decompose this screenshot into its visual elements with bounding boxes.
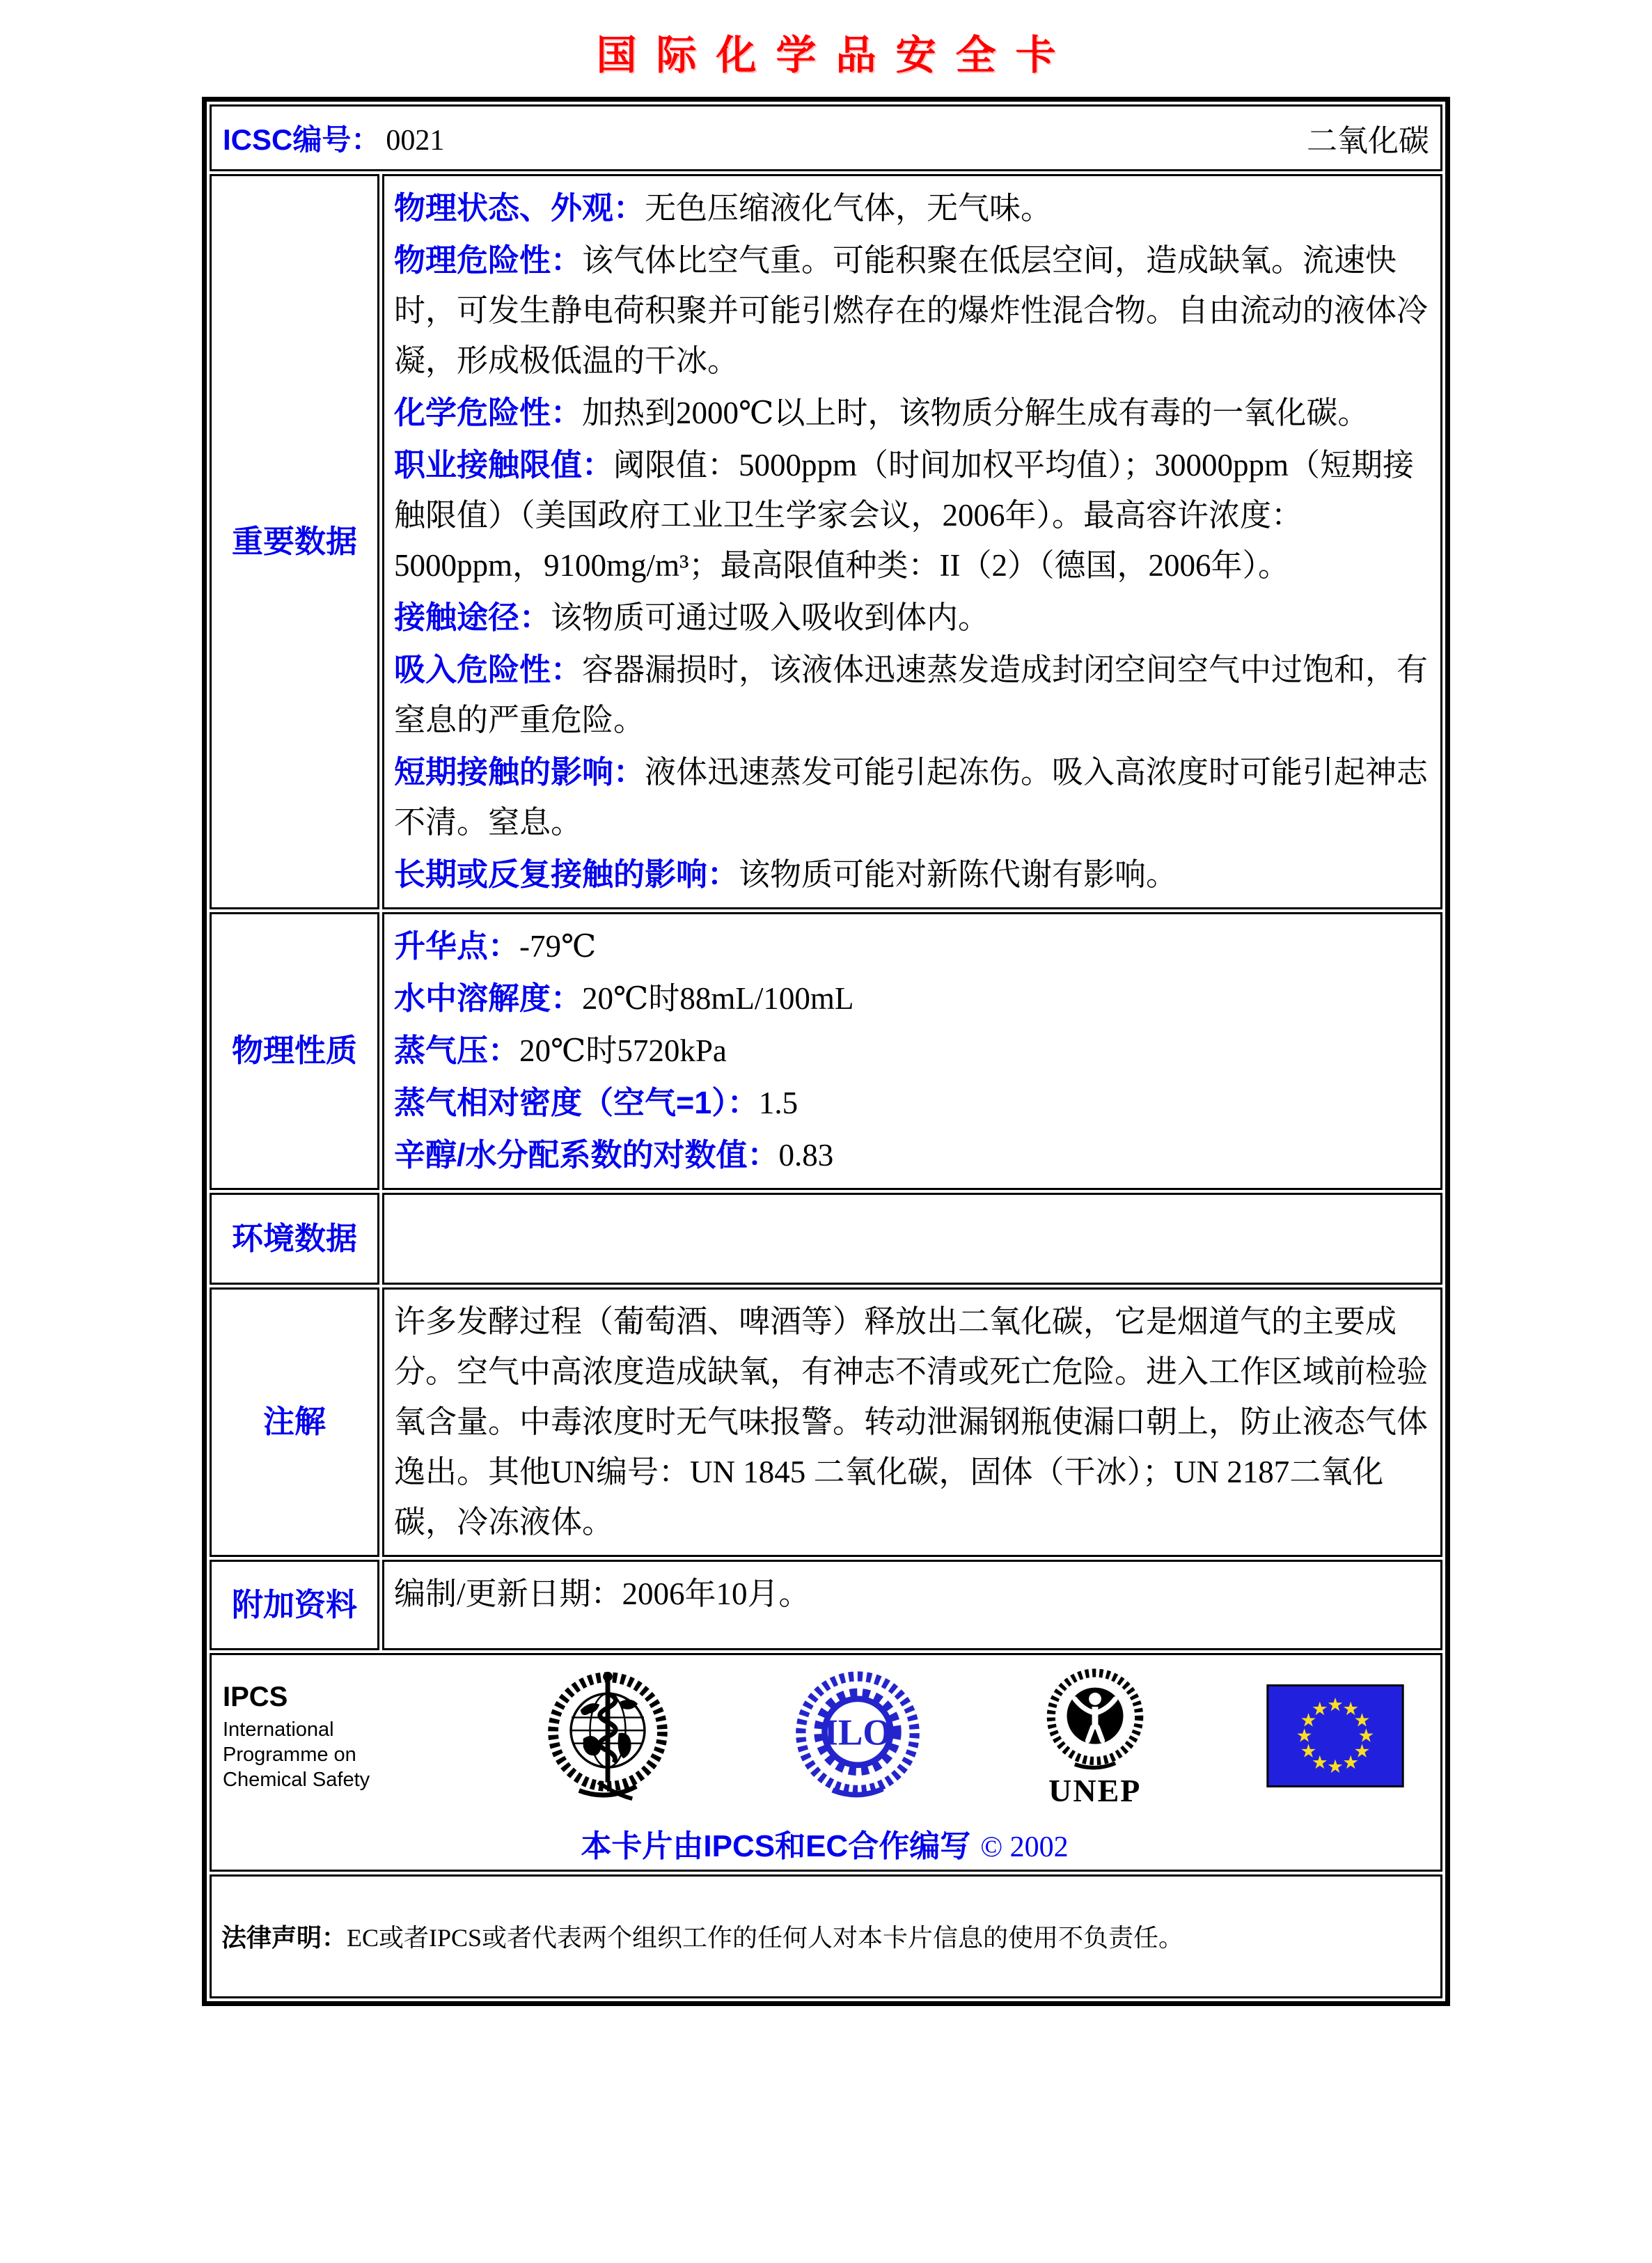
chemical-name: 二氧化碳 bbox=[1307, 123, 1429, 158]
entry-text: 容器漏损时，该液体迅速蒸发造成封闭空间空气中过饱和，有窒息的严重危险。 bbox=[394, 652, 1429, 737]
entry-text: 0.83 bbox=[778, 1137, 834, 1173]
entry-text: 20℃时5720kPa bbox=[519, 1033, 727, 1068]
entry-text: 加热到2000℃以上时，该物质分解生成有毒的一氧化碳。 bbox=[582, 395, 1369, 430]
entry-label: 物理危险性： bbox=[394, 242, 583, 278]
physical-properties-row bbox=[210, 912, 1442, 1190]
entry-label: 辛醇/水分配系数的对数值： bbox=[394, 1136, 779, 1173]
entry-label: 水中溶解度： bbox=[394, 980, 583, 1016]
additional-info-text: 编制/更新日期：2006年10月。 bbox=[394, 1576, 810, 1611]
notes-text: 许多发酵过程（葡萄酒、啤酒等）释放出二氧化碳，它是烟道气的主要成分。空气中高浓度造成缺氧，有神志不清或死亡危险。进入工作区域前检验氧含量。中毒浓度时无气味报警。转动泄漏钢瓶使漏口朝上，防止液态气体逸出。其他UN编号：UN 1845 二氧化碳，固体（干冰）；UN 2187二氧化碳，冷冻液体。 bbox=[394, 1303, 1429, 1540]
header-content bbox=[223, 116, 1429, 160]
entry-text: 20℃时88mL/100mL bbox=[582, 980, 854, 1016]
additional-info-row bbox=[210, 1560, 1442, 1650]
logos-row bbox=[210, 1653, 1442, 1872]
ipcs-title: IPCS bbox=[223, 1681, 288, 1712]
entry-label: 职业接触限值： bbox=[394, 446, 614, 483]
eu-flag-icon bbox=[1266, 1684, 1404, 1787]
entry-label: 蒸气压： bbox=[394, 1032, 520, 1068]
entry-label: 长期或反复接触的影响： bbox=[394, 856, 739, 892]
section-label-important-data: 重要数据 bbox=[210, 174, 379, 909]
data-entry bbox=[394, 1026, 1431, 1076]
icsc-card-table bbox=[202, 97, 1450, 2006]
logos-band bbox=[221, 1662, 1428, 1810]
entry-label: 短期接触的影响： bbox=[394, 753, 645, 790]
data-entry bbox=[394, 440, 1431, 590]
data-entry bbox=[394, 1130, 1431, 1180]
section-label-notes: 注解 bbox=[210, 1287, 379, 1557]
unep-logo bbox=[1039, 1662, 1151, 1809]
entry-label: 接触途径： bbox=[394, 599, 551, 635]
data-entry bbox=[394, 921, 1431, 971]
legal-row bbox=[210, 1874, 1442, 1998]
notes-content bbox=[382, 1287, 1442, 1557]
additional-info-content bbox=[382, 1560, 1442, 1650]
entry-label: 化学危险性： bbox=[394, 394, 583, 430]
entry-text: 该物质可通过吸入吸收到体内。 bbox=[551, 600, 990, 635]
section-label-physical-properties: 物理性质 bbox=[210, 912, 379, 1190]
data-entry bbox=[394, 388, 1431, 438]
notes-paragraph bbox=[394, 1297, 1431, 1547]
additional-info-paragraph bbox=[394, 1569, 1431, 1619]
ipcs-subtitle-line: International bbox=[223, 1718, 334, 1741]
entry-label: 吸入危险性： bbox=[394, 651, 583, 687]
data-entry bbox=[394, 183, 1431, 233]
header-row bbox=[210, 104, 1442, 171]
legal-text: EC或者IPCS或者代表两个组织工作的任何人对本卡片信息的使用不负责任。 bbox=[347, 1924, 1184, 1952]
entry-text: 液体迅速蒸发可能引起冻伤。吸入高浓度时可能引起神志不清。窒息。 bbox=[394, 754, 1429, 840]
important-data-row bbox=[210, 174, 1442, 909]
section-label-additional-info: 附加资料 bbox=[210, 1560, 379, 1650]
ipcs-subtitle-line: Chemical Safety bbox=[223, 1769, 370, 1792]
data-entry bbox=[394, 973, 1431, 1024]
page-title: 国际化学品安全卡 bbox=[596, 33, 1076, 78]
cooperation-caption bbox=[221, 1821, 1428, 1865]
logos-cell bbox=[210, 1653, 1442, 1872]
section-label-environmental-data: 环境数据 bbox=[210, 1193, 379, 1285]
icsc-number-label: ICSC编号： bbox=[223, 123, 381, 156]
data-entry bbox=[394, 645, 1431, 745]
ilo-letters: ILO bbox=[823, 1712, 892, 1753]
ipcs-subtitle-line: Programme on bbox=[223, 1743, 356, 1766]
unep-emblem-icon bbox=[1039, 1662, 1151, 1776]
notes-row bbox=[210, 1287, 1442, 1557]
icsc-number-value: 0021 bbox=[386, 124, 445, 157]
legal-label: 法律声明： bbox=[221, 1923, 347, 1952]
icsc-card-page bbox=[0, 35, 1652, 2006]
data-entry bbox=[394, 849, 1431, 900]
entry-text: -79℃ bbox=[519, 928, 597, 964]
entry-text: 该物质可能对新陈代谢有影响。 bbox=[739, 856, 1178, 892]
important-data-content bbox=[382, 174, 1442, 909]
entry-text: 阈限值：5000ppm（时间加权平均值）；30000ppm（短期接触限值）（美国政府工业卫生学家会议，2006年）。最高容许浓度：5000ppm，9100mg/m³；最高限值种类：II（2）（德国，2006年）。 bbox=[394, 447, 1415, 583]
entry-label: 物理状态、外观： bbox=[394, 189, 645, 226]
entry-text: 1.5 bbox=[758, 1085, 799, 1120]
data-entry bbox=[394, 235, 1431, 386]
who-logo-icon bbox=[540, 1666, 676, 1806]
entry-text: 该气体比空气重。可能积聚在低层空间，造成缺氧。流速快时，可发生静电荷积聚并可能引燃存在的爆炸性混合物。自由流动的液体冷凝，形成极低温的干冰。 bbox=[394, 242, 1429, 378]
unep-wordmark: UNEP bbox=[1048, 1773, 1142, 1809]
entry-text: 无色压缩液化气体，无气味。 bbox=[645, 190, 1053, 226]
entry-label: 升华点： bbox=[394, 927, 520, 964]
ilo-logo-icon bbox=[792, 1668, 924, 1803]
data-entry bbox=[394, 747, 1431, 847]
legal-cell bbox=[210, 1874, 1442, 1998]
environmental-data-row bbox=[210, 1193, 1442, 1285]
caption-year: © 2002 bbox=[980, 1831, 1069, 1863]
data-entry bbox=[394, 593, 1431, 643]
icsc-number-group bbox=[223, 117, 444, 159]
ipcs-logo bbox=[223, 1679, 425, 1793]
data-entry bbox=[394, 1078, 1431, 1128]
entry-label: 蒸气相对密度（空气=1）： bbox=[394, 1084, 759, 1120]
header-cell bbox=[210, 104, 1442, 171]
environmental-data-content bbox=[382, 1193, 1442, 1285]
caption-text: 本卡片由IPCS和EC合作编写 bbox=[581, 1829, 971, 1863]
physical-properties-content bbox=[382, 912, 1442, 1190]
